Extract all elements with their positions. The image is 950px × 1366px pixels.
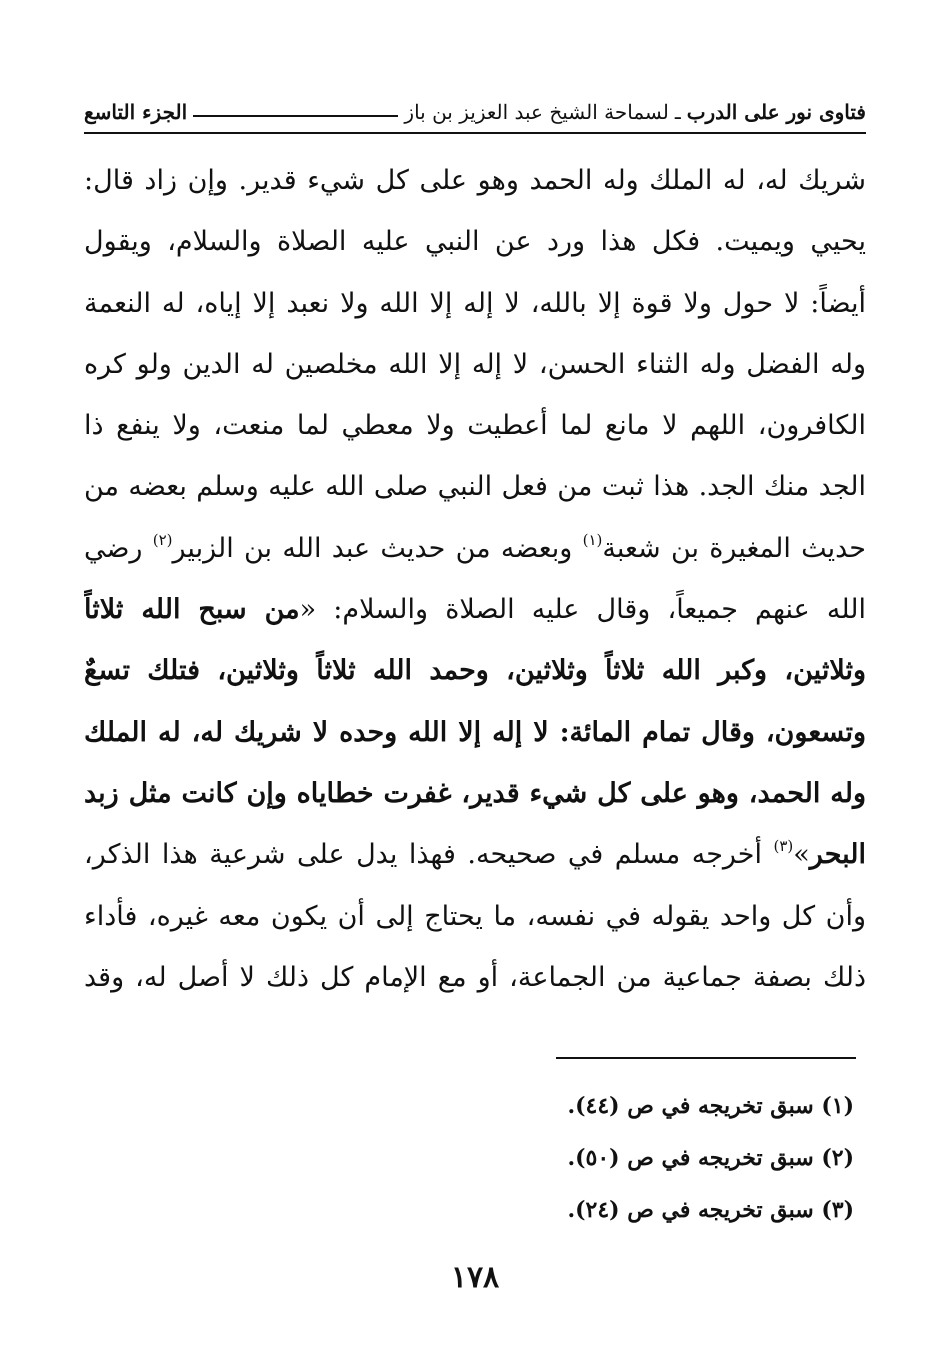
main-text xyxy=(84,150,866,1008)
footnote-2: (٢) سبق تخريجه في ص (٥٠). xyxy=(567,1145,854,1171)
text-run: وبعضه من حديث عبد الله بن الزبير xyxy=(172,532,583,564)
text-run: » xyxy=(793,839,810,871)
text-run: وله الحمد، وهو على كل شيء قدير، غفرت خطاياه وإن كانت مثل زبد xyxy=(84,777,866,809)
header-rule xyxy=(84,132,866,134)
footnote-marker: (١) xyxy=(582,530,603,549)
text-run: حديث المغيرة بن شعبة xyxy=(602,532,866,564)
text-run: البحر xyxy=(809,839,866,871)
text-run: وثلاثين، وكبر الله ثلاثاً وثلاثين، وحمد الله ثلاثاً وثلاثين، فتلك تسعٌ xyxy=(84,655,866,687)
author-line: لسماحة الشيخ عبد العزيز بن باز xyxy=(404,100,669,124)
header-separator xyxy=(193,115,398,117)
text-line xyxy=(84,395,866,456)
text-run: وأن كل واحد يقوله في نفسه، ما يحتاج إلى أن يكون معه غيره، فأداء xyxy=(84,900,866,932)
footnote-marker: (٣) xyxy=(773,837,794,856)
text-run: رضي xyxy=(84,532,153,564)
text-run: شريك له، له الملك وله الحمد وهو على كل شيء قدير. وإن زاد قال: xyxy=(84,165,866,196)
footnote-3: (٣) سبق تخريجه في ص (٢٤). xyxy=(567,1197,854,1223)
page-number: ١٧٨ xyxy=(450,1260,500,1295)
text-line xyxy=(84,640,866,701)
footnote-separator xyxy=(556,1057,856,1059)
text-line xyxy=(84,211,866,272)
header-dash: ـ xyxy=(674,100,681,124)
text-run: أخرجه مسلم في صحيحه. فهذا يدل على شرعية هذا الذكر، xyxy=(84,839,774,871)
text-run: ذلك بصفة جماعية من الجماعة، أو مع الإمام كل ذلك لا أصل له، وقد xyxy=(84,961,866,993)
text-line xyxy=(84,518,866,579)
running-header xyxy=(84,92,866,132)
text-line xyxy=(84,456,866,517)
book-title: فتاوى نور على الدرب xyxy=(686,100,866,124)
text-run: الله عنهم جميعاً، وقال عليه الصلاة والسلام: « xyxy=(299,594,866,626)
text-run: وله الفضل وله الثناء الحسن، لا إله إلا الله مخلصين له الدين ولو كره xyxy=(84,348,866,380)
text-line xyxy=(84,150,866,211)
text-line xyxy=(84,886,866,947)
text-line xyxy=(84,824,866,885)
footnote-1: (١) سبق تخريجه في ص (٤٤). xyxy=(567,1093,854,1119)
text-line xyxy=(84,763,866,824)
text-run: أيضاً: لا حول ولا قوة إلا بالله، لا إله إلا الله ولا نعبد إلا إياه، له النعمة xyxy=(84,287,866,319)
volume-label: الجزء التاسع xyxy=(84,100,188,124)
text-run: يحيي ويميت. فكل هذا ورد عن النبي عليه الصلاة والسلام، ويقول xyxy=(84,226,866,258)
footnote-marker: (٢) xyxy=(152,530,173,549)
text-run: الكافرون، اللهم لا مانع لما أعطيت ولا معطي لما منعت، ولا ينفع ذا xyxy=(84,410,866,442)
text-line xyxy=(84,947,866,1008)
text-line xyxy=(84,702,866,763)
text-line xyxy=(84,579,866,640)
text-run: الجد منك الجد. هذا ثبت من فعل النبي صلى الله عليه وسلم بعضه من xyxy=(84,471,866,503)
text-line xyxy=(84,273,866,334)
text-run: من سبح الله ثلاثاً xyxy=(84,594,300,626)
text-run: وتسعون، وقال تمام المائة: لا إله إلا الله وحده لا شريك له، له الملك xyxy=(84,716,866,748)
text-line xyxy=(84,334,866,395)
footnotes xyxy=(354,1080,854,1236)
